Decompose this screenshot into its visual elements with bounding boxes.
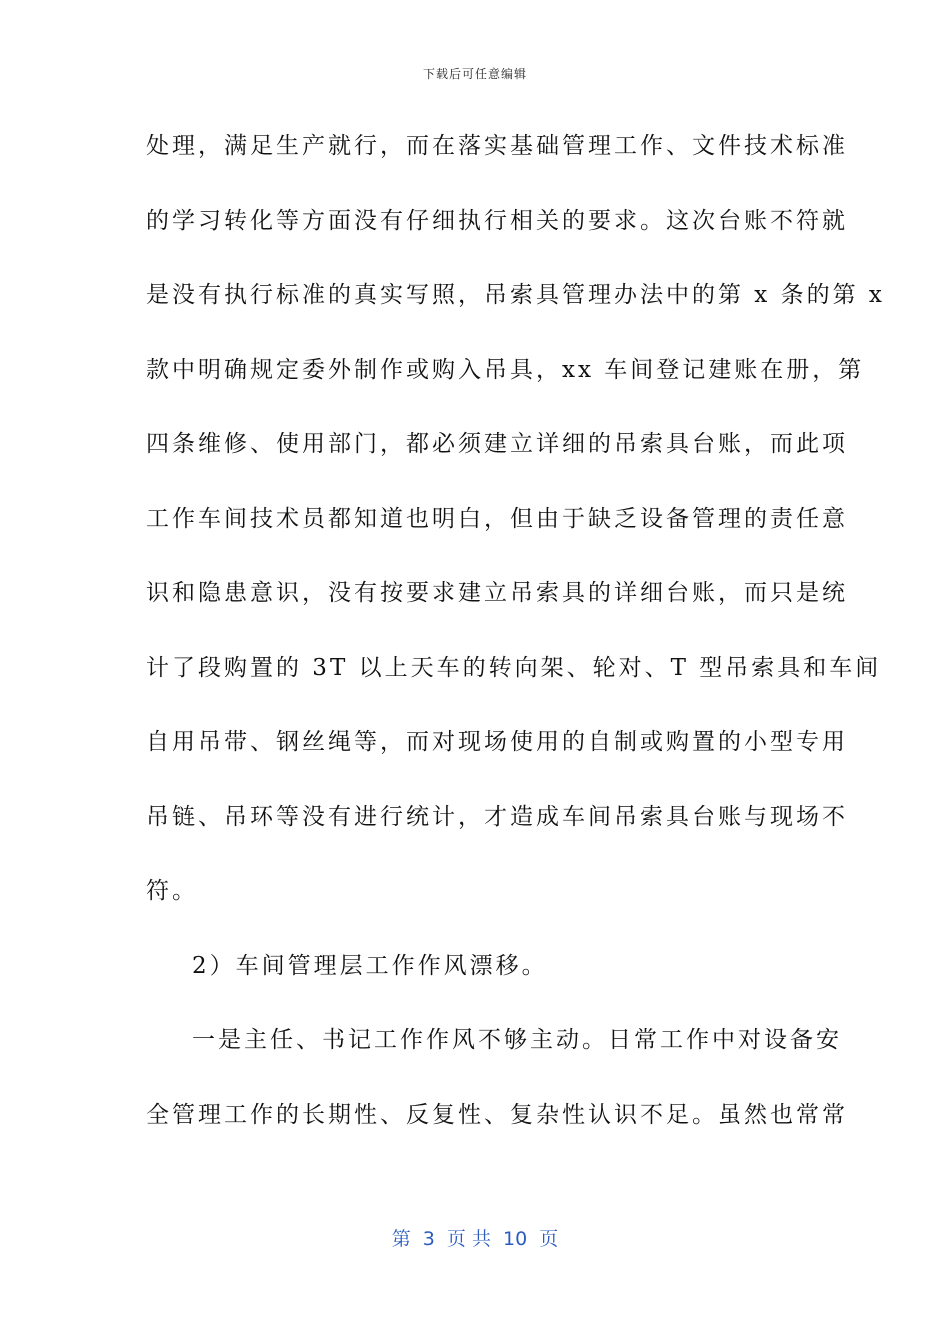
text-line: 识和隐患意识，没有按要求建立吊索具的详细台账，而只是统: [146, 580, 848, 606]
text-line: 计了段购置的 3T 以上天车的转向架、轮对、T 型吊索具和车间: [146, 654, 882, 681]
section-heading: 2）车间管理层工作作风漂移。: [192, 952, 548, 979]
text-line: 是没有执行标准的真实写照，吊索具管理办法中的第 x 条的第 x: [146, 282, 885, 308]
text-line: 四条维修、使用部门，都必须建立详细的吊索具台账，而此项: [146, 431, 848, 457]
page-number: 第 3 页 共 10 页: [391, 1228, 559, 1250]
text-line: 工作车间技术员都知道也明白，但由于缺乏设备管理的责任意: [146, 505, 848, 532]
text-line: 吊链、吊环等没有进行统计，才造成车间吊索具台账与现场不: [146, 803, 848, 830]
text-line: 符。: [146, 878, 198, 904]
text-line: 自用吊带、钢丝绳等，而对现场使用的自制或购置的小型专用: [146, 729, 848, 755]
document-body: [146, 126, 885, 1169]
text-line: 款中明确规定委外制作或购入吊具，xx 车间登记建账在册，第: [146, 356, 865, 383]
text-line: 的学习转化等方面没有仔细执行相关的要求。这次台账不符就: [146, 207, 848, 234]
text-line: 一是主任、书记工作作风不够主动。日常工作中对设备安: [192, 1027, 842, 1053]
page-header-note: 下载后可任意编辑: [422, 67, 527, 81]
text-line: 全管理工作的长期性、反复性、复杂性认识不足。虽然也常常: [146, 1101, 848, 1128]
text-line: 处理，满足生产就行，而在落实基础管理工作、文件技术标准: [146, 133, 848, 159]
